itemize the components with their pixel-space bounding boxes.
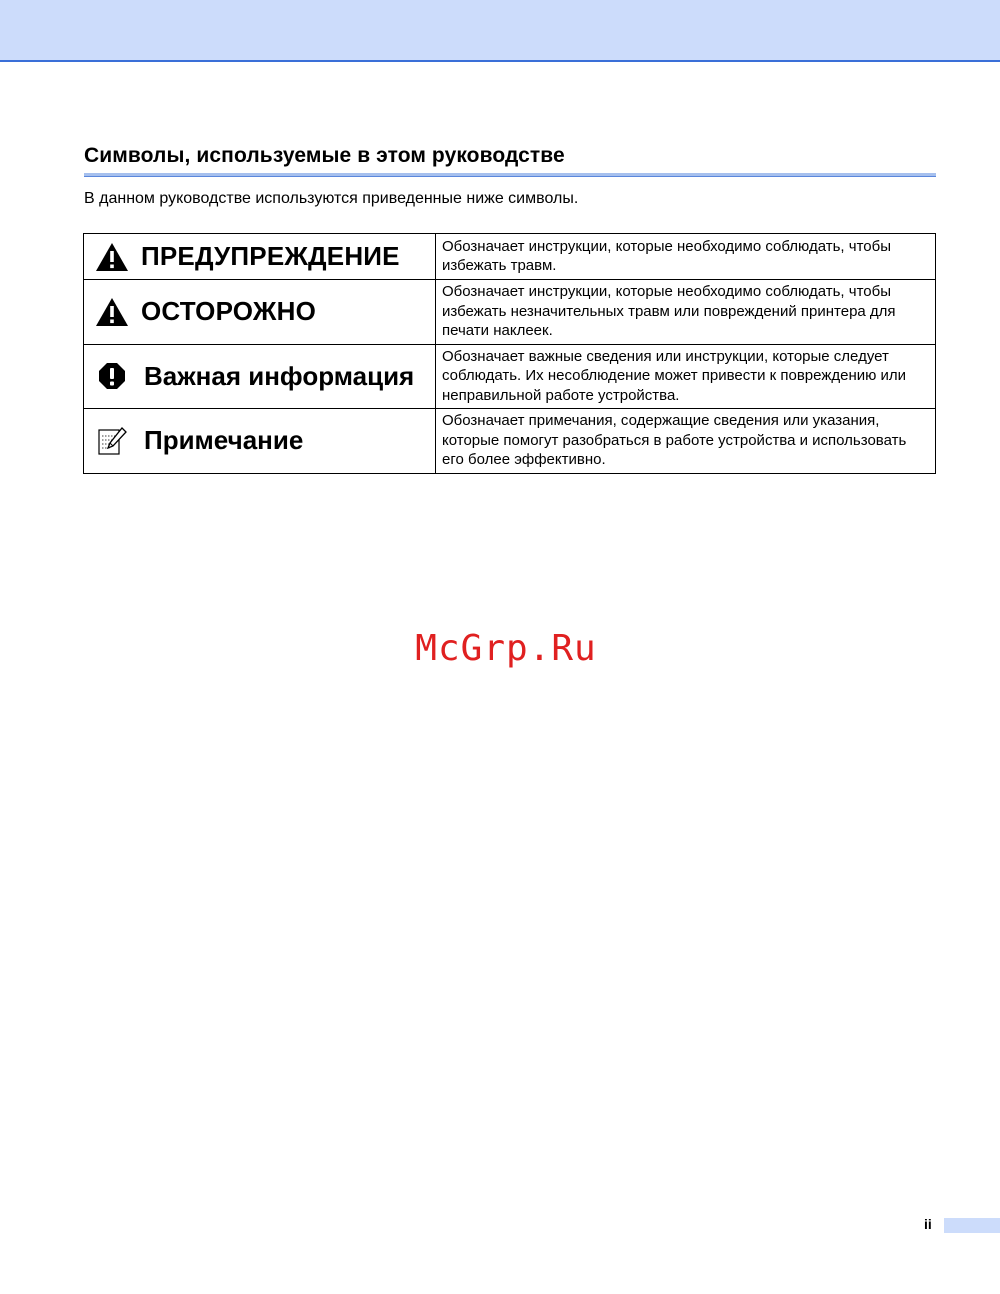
page-number: ii — [924, 1216, 932, 1232]
important-exclamation-icon — [94, 359, 130, 393]
section-title: Символы, используемые в этом руководстве — [84, 144, 565, 167]
symbol-label: ОСТОРОЖНО — [141, 296, 316, 327]
symbol-cell — [84, 409, 436, 474]
table-row — [84, 280, 936, 345]
intro-text: В данном руководстве используются приведенные ниже символы. — [84, 190, 579, 207]
symbol-label: ПРЕДУПРЕЖДЕНИЕ — [141, 241, 400, 271]
symbol-label: Важная информация — [144, 360, 415, 391]
title-underline — [84, 173, 936, 177]
symbol-description: Обозначает важные сведения или инструкции, которые следует соблюдать. Их несоблюдение может привести к повреждению или неправильной работе устройства. — [436, 344, 936, 409]
warning-triangle-icon — [94, 240, 130, 274]
page-header-band — [0, 0, 1000, 62]
symbols-table — [83, 233, 936, 474]
note-pencil-icon — [94, 424, 130, 458]
watermark: McGrp.Ru — [415, 628, 597, 669]
symbol-cell — [84, 344, 436, 409]
symbol-cell — [84, 280, 436, 345]
symbol-description: Обозначает инструкции, которые необходимо соблюдать, чтобы избежать незначительных травм или повреждений принтера для печати наклеек. — [436, 280, 936, 345]
symbol-description: Обозначает инструкции, которые необходимо соблюдать, чтобы избежать травм. — [436, 234, 936, 280]
symbol-cell — [84, 234, 436, 280]
table-row — [84, 344, 936, 409]
symbol-label: Примечание — [144, 425, 304, 456]
page-number-tab — [944, 1218, 1000, 1233]
table-row — [84, 234, 936, 280]
caution-triangle-icon — [94, 295, 130, 329]
symbol-description: Обозначает примечания, содержащие сведения или указания, которые помогут разобраться в работе устройства и использовать его более эффективно. — [436, 409, 936, 474]
table-row — [84, 409, 936, 474]
